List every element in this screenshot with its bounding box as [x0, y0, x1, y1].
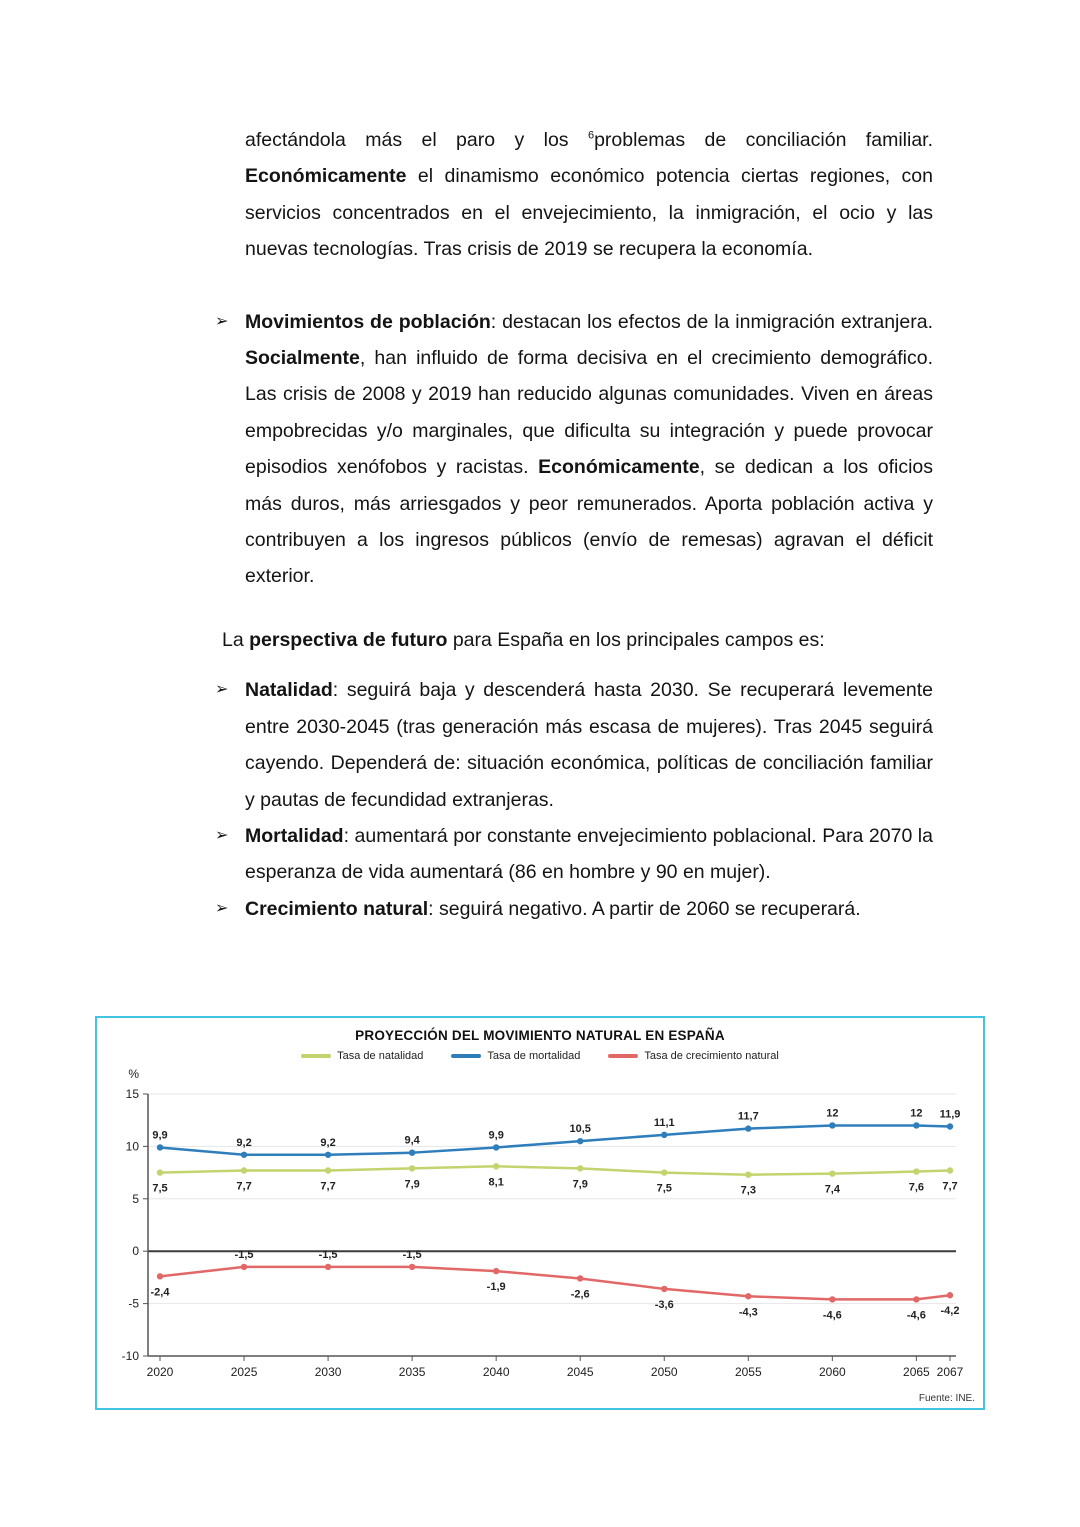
svg-text:-1,5: -1,5 [234, 1248, 254, 1261]
bullet-crecimiento-text [245, 891, 933, 927]
svg-text:-10: -10 [121, 1349, 139, 1363]
svg-text:2050: 2050 [650, 1365, 678, 1379]
paragraph-economia [245, 122, 933, 268]
svg-text:-1,5: -1,5 [402, 1248, 422, 1261]
text-segment: perspectiva de futuro [249, 628, 448, 651]
svg-text:-2,4: -2,4 [150, 1286, 170, 1299]
chart-legend [97, 1050, 983, 1062]
text-segment: Socialmente [245, 347, 360, 370]
legend-label: Tasa de crecimiento natural [644, 1050, 779, 1062]
svg-text:7,7: 7,7 [236, 1180, 252, 1193]
legend-label: Tasa de mortalidad [487, 1050, 581, 1062]
svg-text:7,9: 7,9 [572, 1178, 588, 1191]
svg-text:10: 10 [125, 1139, 139, 1154]
svg-text:2065: 2065 [903, 1365, 930, 1379]
svg-text:2030: 2030 [314, 1365, 342, 1379]
bullet-arrow-icon: ➢ [215, 312, 229, 330]
legend-item [301, 1050, 423, 1062]
bullet-arrow-icon: ➢ [215, 681, 229, 699]
bullet-arrow-icon: ➢ [215, 899, 229, 917]
svg-text:7,4: 7,4 [824, 1183, 840, 1196]
svg-text:%: % [128, 1067, 139, 1081]
text-segment: Movimientos de población [245, 310, 491, 333]
text-segment: afectándola más el paro y los [245, 129, 588, 151]
text-segment: : seguirá negativo. A partir de 2060 se recuperará. [428, 897, 861, 920]
svg-text:10,5: 10,5 [569, 1123, 591, 1136]
legend-swatch [608, 1054, 638, 1058]
chart-projection-box [95, 1016, 985, 1410]
text-segment: 6 [587, 129, 595, 142]
text-segment: , se dedican a los oficios más duros, más arriesgados y peor remunerados. Aporta población activa y contribuyen a los ingresos públicos (envío de remesas) agravan el déficit exterior. [245, 456, 934, 588]
bullet-movimientos-text [245, 304, 933, 595]
svg-text:7,6: 7,6 [908, 1181, 925, 1194]
svg-text:12: 12 [910, 1107, 923, 1120]
svg-text:-5: -5 [128, 1296, 139, 1311]
bullet-natalidad-text [245, 672, 933, 818]
legend-swatch [301, 1054, 331, 1058]
svg-text:2055: 2055 [734, 1365, 762, 1379]
text-segment: : aumentará por constante envejecimiento poblacional. Para 2070 la esperanza de vida aumentará (86 en hombre y 90 en mujer). [245, 824, 933, 884]
bullet-mortalidad-text [245, 818, 933, 891]
text-segment: problemas de conciliación familiar. [594, 129, 933, 151]
bullet-natalidad [215, 672, 933, 818]
bullet-arrow-icon: ➢ [215, 826, 229, 844]
svg-text:9,9: 9,9 [152, 1129, 168, 1142]
text-segment: Económicamente [538, 456, 700, 479]
svg-text:0: 0 [132, 1244, 139, 1259]
bullet-movimientos-poblacion [215, 304, 933, 595]
text-segment: Natalidad [245, 679, 333, 702]
svg-text:7,7: 7,7 [320, 1180, 336, 1193]
bullet-mortalidad [215, 818, 933, 891]
svg-text:8,1: 8,1 [488, 1176, 504, 1189]
svg-text:7,5: 7,5 [656, 1182, 672, 1195]
svg-text:9,2: 9,2 [236, 1136, 252, 1149]
svg-text:7,5: 7,5 [152, 1182, 168, 1195]
paragraph-perspectiva-futuro [215, 622, 933, 658]
legend-label: Tasa de natalidad [337, 1050, 424, 1062]
svg-text:5: 5 [132, 1191, 139, 1206]
svg-text:12: 12 [826, 1107, 839, 1120]
text-segment: La [222, 628, 250, 651]
svg-text:11,9: 11,9 [939, 1108, 961, 1121]
text-segment: , han influido de forma decisiva en el crecimiento demográfico. Las crisis de 2008 y 2019 han reducido algunas comunidades. Viven en áreas empobrecidas y/o marginales, que dificulta su integración y puede provocar episodios xenófobos y racistas. [245, 347, 933, 479]
svg-text:9,9: 9,9 [488, 1129, 504, 1142]
legend-item [608, 1050, 779, 1062]
svg-text:-4,6: -4,6 [822, 1309, 842, 1322]
svg-text:11,1: 11,1 [653, 1116, 675, 1129]
chart-source: Fuente: INE. [918, 1393, 975, 1404]
svg-text:-2,6: -2,6 [570, 1288, 590, 1301]
text-segment: Mortalidad [245, 824, 344, 847]
text-segment: Crecimiento natural [245, 897, 429, 920]
svg-text:2020: 2020 [146, 1365, 174, 1379]
text-segment: para España en los principales campos es: [447, 628, 825, 651]
document-text [215, 122, 933, 927]
legend-item [451, 1050, 580, 1062]
chart-canvas [100, 1064, 980, 1386]
svg-text:2067: 2067 [936, 1365, 964, 1379]
svg-text:7,7: 7,7 [942, 1180, 958, 1193]
svg-text:2025: 2025 [230, 1365, 258, 1379]
svg-text:-4,2: -4,2 [940, 1305, 960, 1318]
svg-text:2040: 2040 [482, 1365, 510, 1379]
svg-text:9,4: 9,4 [404, 1134, 420, 1147]
svg-text:11,7: 11,7 [737, 1110, 759, 1123]
text-segment: : destacan los efectos de la inmigración extranjera. [490, 310, 933, 333]
svg-text:2060: 2060 [818, 1365, 846, 1379]
text-segment: el dinamismo económico potencia ciertas regiones, con servicios concentrados en el envejecimiento, la inmigración, el ocio y las nuevas tecnologías. Tras crisis de 2019 se recupera la economía. [245, 165, 933, 261]
svg-text:-1,9: -1,9 [486, 1281, 506, 1294]
svg-text:7,9: 7,9 [404, 1178, 420, 1191]
legend-swatch [451, 1054, 481, 1058]
svg-text:-3,6: -3,6 [654, 1298, 674, 1311]
svg-text:2045: 2045 [566, 1365, 594, 1379]
bullet-crecimiento-natural [215, 891, 933, 927]
svg-text:9,2: 9,2 [320, 1136, 336, 1149]
text-segment: : seguirá baja y descenderá hasta 2030. Se recuperará levemente entre 2030-2045 (tras generación más escasa de mujeres). Tras 2045 seguirá cayendo. Dependerá de: situación económica, políticas de conciliación familiar y pautas de fecundidad extranjeras. [245, 679, 933, 811]
svg-text:-1,5: -1,5 [318, 1248, 338, 1261]
chart-title: PROYECCIÓN DEL MOVIMIENTO NATURAL EN ESPAÑA [355, 1028, 725, 1043]
svg-text:-4,6: -4,6 [906, 1309, 926, 1322]
svg-text:7,3: 7,3 [740, 1184, 756, 1197]
svg-text:2035: 2035 [398, 1365, 426, 1379]
svg-text:15: 15 [125, 1087, 139, 1101]
text-segment: Económicamente [245, 165, 407, 188]
svg-text:-4,3: -4,3 [738, 1306, 758, 1319]
